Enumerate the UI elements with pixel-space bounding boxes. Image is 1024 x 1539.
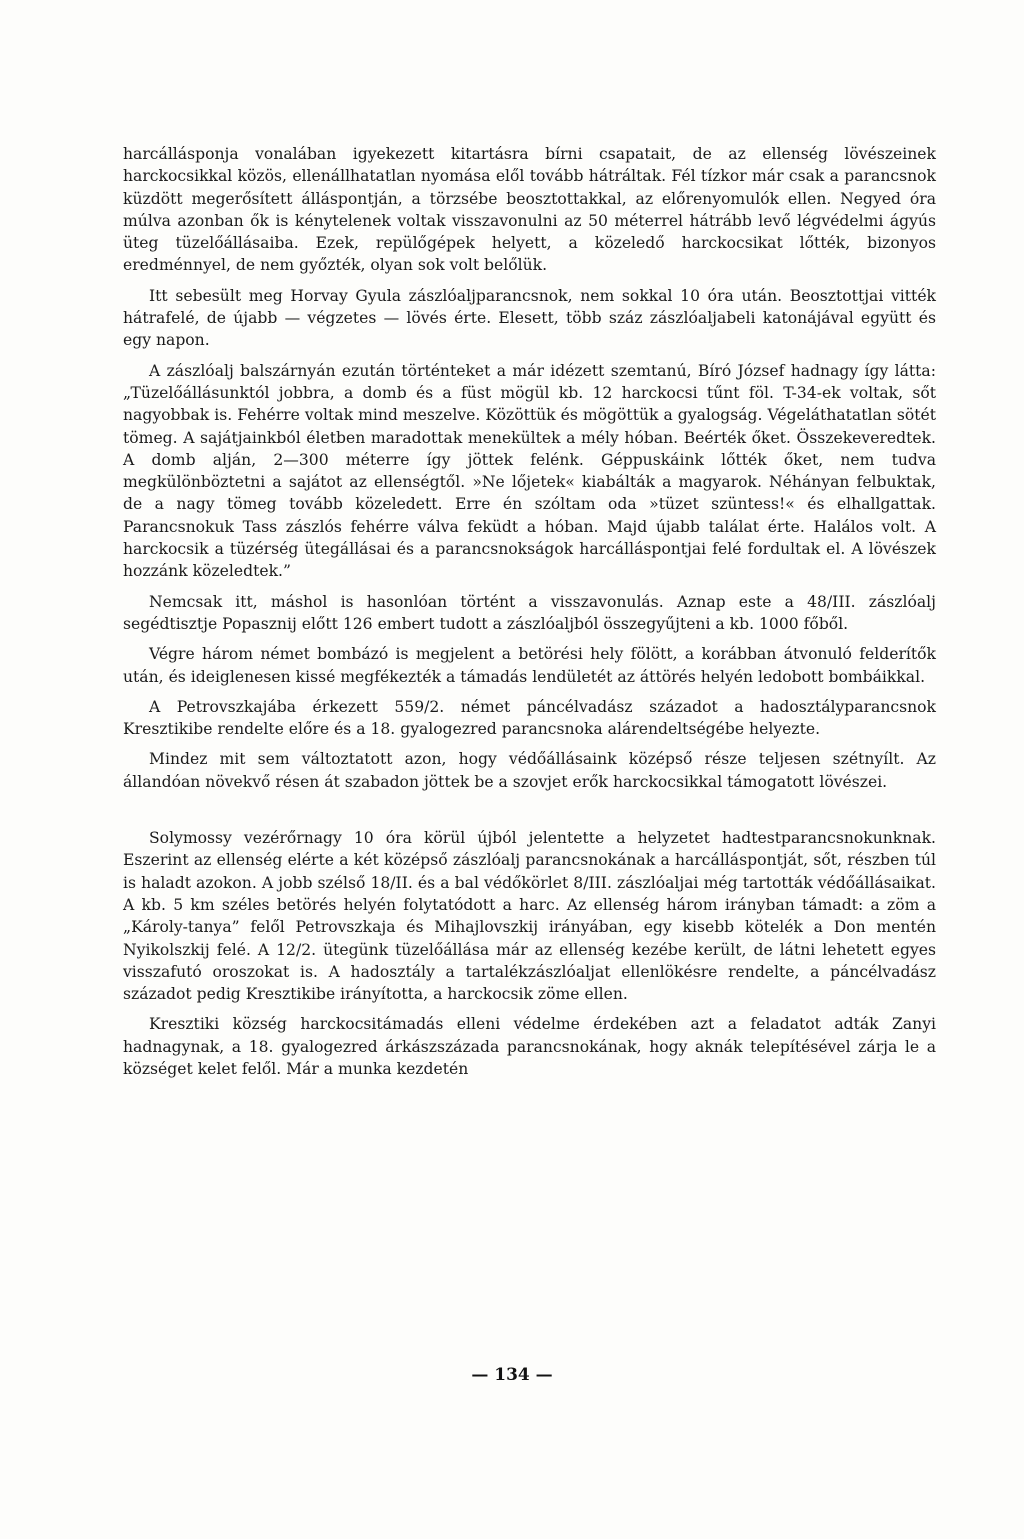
- page-number: — 134 —: [471, 1365, 553, 1385]
- paragraph: harcállásponja vonalában igyekezett kitartásra bírni csapatait, de az ellenség lövészeinek harckocsikkal közös, ellenállhatatlan nyomása elől tovább hátráltak. Fél tízkor már csak a parancsnok küzdött megerősített álláspontján, a törzsébe beosztottakkal, az előrenyomulók ellen. Negyed óra múlva azonban ők is kénytelenek voltak visszavonulni az 50 méterrel hátrább levő légvédelmi ágyús üteg tüzelőállásaiba. Ezek, repülőgépek helyett, a közeledő harckocsikat lőtték, bizonyos eredménnyel, de nem győzték, olyan sok volt belőlük.: [123, 145, 936, 275]
- paragraph: Solymossy vezérőrnagy 10 óra körül újból jelentette a helyzetet hadtestparancsnokunknak. Eszerint az ellenség elérte a két középső zászlóalj parancsnokának a harcálláspontját, sőt, részben túl is haladt azokon. A jobb szélső 18/II. és a bal védőkörlet 8/III. zászlóaljai még tartották védőállásaikat. A kb. 5 km széles betörés helyén folytatódott a harc. Az ellenség három irányban támadt: a zöm a „Károly-tanya” felől Petrovszkaja és Mihajlovszkij irányában, egy kisebb kötelék a Don mentén Nyikolszkij felé. A 12/2. ütegünk tüzelőállása már az ellenség kezébe került, de látni lehetett egyes visszafutó oroszokat is. A hadosztály a tartalékzászlóaljat ellenlökésre rendelte, a páncélvadász századot pedig Kresztikibe irányította, a harckocsik zöme ellen.: [123, 829, 936, 1004]
- section-gap: [123, 801, 936, 827]
- body-text: [123, 143, 936, 1088]
- paragraph: Itt sebesült meg Horvay Gyula zászlóaljparancsnok, nem sokkal 10 óra után. Beosztottjai vitték hátrafelé, de újabb — végzetes — lövés érte. Elesett, több száz zászlóaljabeli katonájával együtt és egy napon.: [123, 286, 936, 350]
- paragraph: A Petrovszkajába érkezett 559/2. német páncélvadász századot a hadosztályparancsnok Kresztikibe rendelte előre és a 18. gyalogezred parancsnoka alárendeltségébe helyezte.: [123, 697, 936, 739]
- paragraph: A zászlóalj balszárnyán ezután történteket a már idézett szemtanú, Bíró József hadnagy így látta: „Tüzelőállásunktól jobbra, a domb és a füst mögül kb. 12 harckocsi tűnt föl. T-34-ek voltak, sőt nagyobbak is. Fehérre voltak mind meszelve. Közöttük és mögöttük a gyalogság. Végeláthatatlan sötét tömeg. A sajátjainkból életben maradottak menekültek a mély hóban. Beérték őket. Összekeveredtek. A domb alján, 2—300 méterre így jöttek felénk. Géppuskáink lőtték őket, nem tudva megkülönböztetni a sajátot az ellenségtől. »Ne lőjetek« kiabálták a magyarok. Néhányan felbuktak, de a nagy tömeg tovább közeledett. Erre én szóltam oda »tüzet szüntess!« és elhallgattak. Parancsnokuk Tass zászlós fehérre válva feküdt a hóban. Majd újabb találat érte. Halálos volt. A harckocsik a tüzérség ütegállásai és a parancsnokságok harcálláspontjai felé fordultak el. A lövészek hozzánk közeledtek.”: [123, 361, 936, 581]
- paragraph: Kresztiki község harckocsitámadás elleni védelme érdekében azt a feladatot adták Zanyi hadnagynak, a 18. gyalogezred árkászszázada parancsnokának, hogy aknák telepítésével zárja le a községet kelet felől. Már a munka kezdetén: [123, 1015, 936, 1078]
- paragraph: Mindez mit sem változtatott azon, hogy védőállásaink középső része teljesen szétnyílt. Az állandóan növekvő résen át szabadon jöttek be a szovjet erők harckocsikkal támogatott lövészei.: [123, 750, 936, 791]
- paragraph: Végre három német bombázó is megjelent a betörési hely fölött, a korábban átvonuló felderítők után, és ideiglenesen kissé megfékezték a támadás lendületét az áttörés helyén ledobott bombáikkal.: [123, 645, 936, 686]
- paragraph: Nemcsak itt, máshol is hasonlóan történt a visszavonulás. Aznap este a 48/III. zászlóalj segédtisztje Popasznij előtt 126 embert tudott a zászlóaljból összegyűjteni a kb. 1000 főből.: [123, 592, 936, 633]
